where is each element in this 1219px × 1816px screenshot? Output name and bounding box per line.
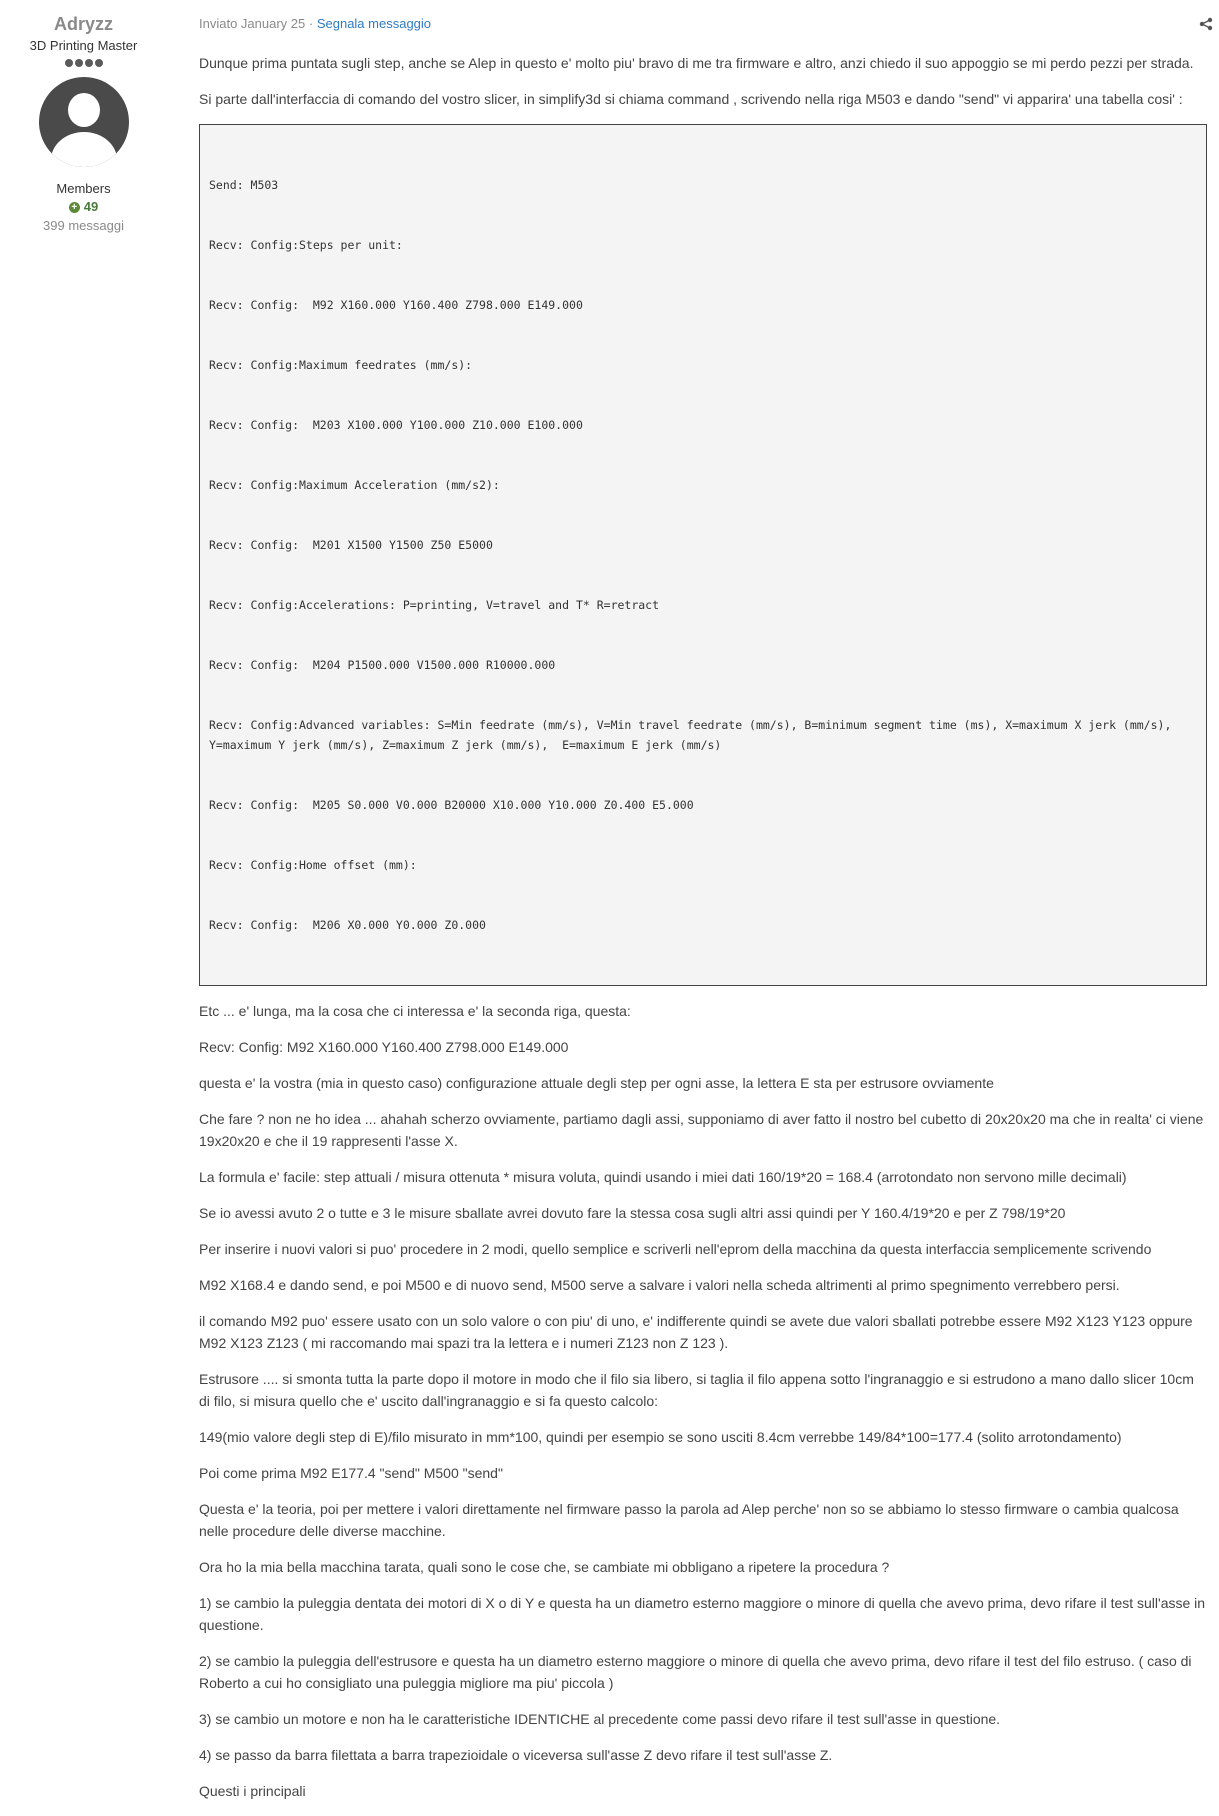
paragraph: 149(mio valore degli step di E)/filo misurato in mm*100, quindi per esempio se sono usciti 8.4cm verrebbe 149/84*100=177.4 (solito arrotondamento) (199, 1429, 1122, 1445)
code-line: Recv: Config: M201 X1500 Y1500 Z50 E5000 (209, 538, 493, 552)
paragraph: 1) se cambio la puleggia dentata dei motori di X o di Y e questa ha un diametro esterno maggiore o minore di quella che avevo prima, devo rifare il test sull'asse in questione. (199, 1595, 1206, 1633)
share-icon[interactable] (1199, 17, 1213, 31)
paragraph: La formula e' facile: step attuali / misura ottenuta * misura voluta, quindi usando i miei dati 160/19*20 = 168.4 (arrotondato non servono mille decimali) (199, 1169, 1127, 1185)
paragraph: M92 X168.4 e dando send, e poi M500 e di nuovo send, M500 serve a salvare i valori nella scheda altrimenti al primo spegnimento verrebbero persi. (199, 1277, 1120, 1293)
code-line: Recv: Config:Accelerations: P=printing, V=travel and T* R=retract (209, 598, 660, 612)
paragraph: Recv: Config: M92 X160.000 Y160.400 Z798.000 E149.000 (199, 1039, 569, 1055)
code-line: Recv: Config:Steps per unit: (209, 238, 403, 252)
post-count: 399 messaggi (43, 218, 124, 233)
paragraph: Per inserire i nuovi valori si puo' procedere in 2 modi, quello semplice e scriverli nell'eprom della macchina da questa interfaccia semplicemente scrivendo (199, 1241, 1152, 1257)
author-group: Members (56, 181, 111, 196)
code-line: Recv: Config: M203 X100.000 Y100.000 Z10.000 E100.000 (209, 418, 583, 432)
code-block (199, 124, 1207, 986)
code-line: Recv: Config: M92 X160.000 Y160.400 Z798.000 E149.000 (209, 298, 583, 312)
paragraph: Se io avessi avuto 2 o tutte e 3 le misure sballate avrei dovuto fare la stessa cosa sugli altri assi quindi per Y 160.4/19*20 e per Z 798/19*20 (199, 1205, 1066, 1221)
reputation-count: 49 (83, 199, 99, 214)
code-line: Recv: Config:Advanced variables: S=Min feedrate (mm/s), V=Min travel feedrate (mm/s), B=minimum segment time (ms), X=maximum X jerk (mm/s), Y=maximum Y jerk (mm/s), Z=maximum Z jerk (mm/s), E=maximum E jerk (mm/s) (209, 718, 1179, 752)
plus-circle-icon: + (69, 202, 80, 213)
code-line: Recv: Config:Maximum feedrates (mm/s): (209, 358, 473, 372)
author-name[interactable]: Adryzz (53, 14, 113, 34)
rank-pip (85, 59, 93, 67)
post-content (199, 52, 1207, 1816)
paragraph: Questi i principali (199, 1783, 306, 1799)
code-line: Recv: Config:Maximum Acceleration (mm/s2): (209, 478, 500, 492)
report-post-link[interactable]: Segnala messaggio (316, 16, 432, 31)
meta-separator: · (308, 16, 314, 31)
paragraph: Si parte dall'interfaccia di comando del vostro slicer, in simplify3d si chiama command , scrivendo nella riga M503 e dando "send" vi apparira' una tabella cosi' : (199, 91, 1183, 107)
paragraph: Poi come prima M92 E177.4 "send" M500 "send" (199, 1465, 503, 1481)
paragraph: 4) se passo da barra filettata a barra trapezioidale o viceversa sull'asse Z devo rifare il test sull'asse Z. (199, 1747, 833, 1763)
code-line: Recv: Config: M205 S0.000 V0.000 B20000 X10.000 Y10.000 Z0.400 E5.000 (209, 798, 694, 812)
rank-pip (95, 59, 103, 67)
code-line: Recv: Config: M204 P1500.000 V1500.000 R10000.000 (209, 658, 556, 672)
rank-pip (75, 59, 83, 67)
author-rank: 3D Printing Master (29, 38, 138, 53)
avatar-body-shape (51, 132, 117, 167)
paragraph: Che fare ? non ne ho idea ... ahahah scherzo ovviamente, partiamo dagli assi, supponiamo di aver fatto il nostro bel cubetto di 20x20x20 ma che in realta' ci viene 19x20x20 e che il 19 rappresenti l'asse X. (199, 1111, 1204, 1149)
paragraph: Ora ho la mia bella macchina tarata, quali sono le cose che, se cambiate mi obbligano a ripetere la procedura ? (199, 1559, 890, 1575)
post-date: Inviato January 25 (199, 16, 306, 31)
avatar-head-shape (68, 93, 100, 127)
paragraph: questa e' la vostra (mia in questo caso) configurazione attuale degli step per ogni asse, la lettera E sta per estrusore ovviamente (199, 1075, 994, 1091)
paragraph: Etc ... e' lunga, ma la cosa che ci interessa e' la seconda riga, questa: (199, 1003, 631, 1019)
rank-pip (65, 59, 73, 67)
code-line: Recv: Config: M206 X0.000 Y0.000 Z0.000 (209, 918, 486, 932)
code-line: Recv: Config:Home offset (mm): (209, 858, 417, 872)
paragraph: 3) se cambio un motore e non ha le caratteristiche IDENTICHE al precedente come passi devo rifare il test sull'asse in questione. (199, 1711, 1001, 1727)
avatar[interactable] (39, 77, 129, 167)
code-line: Send: M503 (209, 178, 279, 192)
paragraph: Dunque prima puntata sugli step, anche se Alep in questo e' molto piu' bravo di me tra firmware e altro, anzi chiedo il suo appoggio se mi perdo pezzi per strada. (199, 55, 1194, 71)
reputation-badge[interactable] (0, 199, 167, 215)
paragraph: Estrusore .... si smonta tutta la parte dopo il motore in modo che il filo sia libero, si taglia il filo appena sotto l'ingranaggio e si estrudono a mano dallo slicer 10cm di filo, si misura quello che e' uscito dall'ingranaggio e si fa questo calcolo: (199, 1371, 1194, 1409)
paragraph: il comando M92 puo' essere usato con un solo valore o con piu' di uno, e' indifferente quindi se avete due valori sballati potrebbe essere M92 X123 Y123 oppure M92 X123 Z123 ( mi raccomando mai spazi tra la lettera e i numeri Z123 non Z 123 ). (199, 1313, 1193, 1351)
post-meta (199, 16, 431, 32)
rank-pips (0, 59, 167, 67)
paragraph: 2) se cambio la puleggia dell'estrusore e questa ha un diametro esterno maggiore o minore di quella che avevo prima, devo rifare il test del filo estruso. ( caso di Roberto a cui ho consigliato una puleggia migliore ma piu' piccola ) (199, 1653, 1192, 1691)
author-panel (0, 0, 167, 234)
paragraph: Questa e' la teoria, poi per mettere i valori direttamente nel firmware passo la parola ad Alep perche' non so se abbiamo lo stesso firmware o cambia qualcosa nelle procedure delle diverse macchine. (199, 1501, 1179, 1539)
